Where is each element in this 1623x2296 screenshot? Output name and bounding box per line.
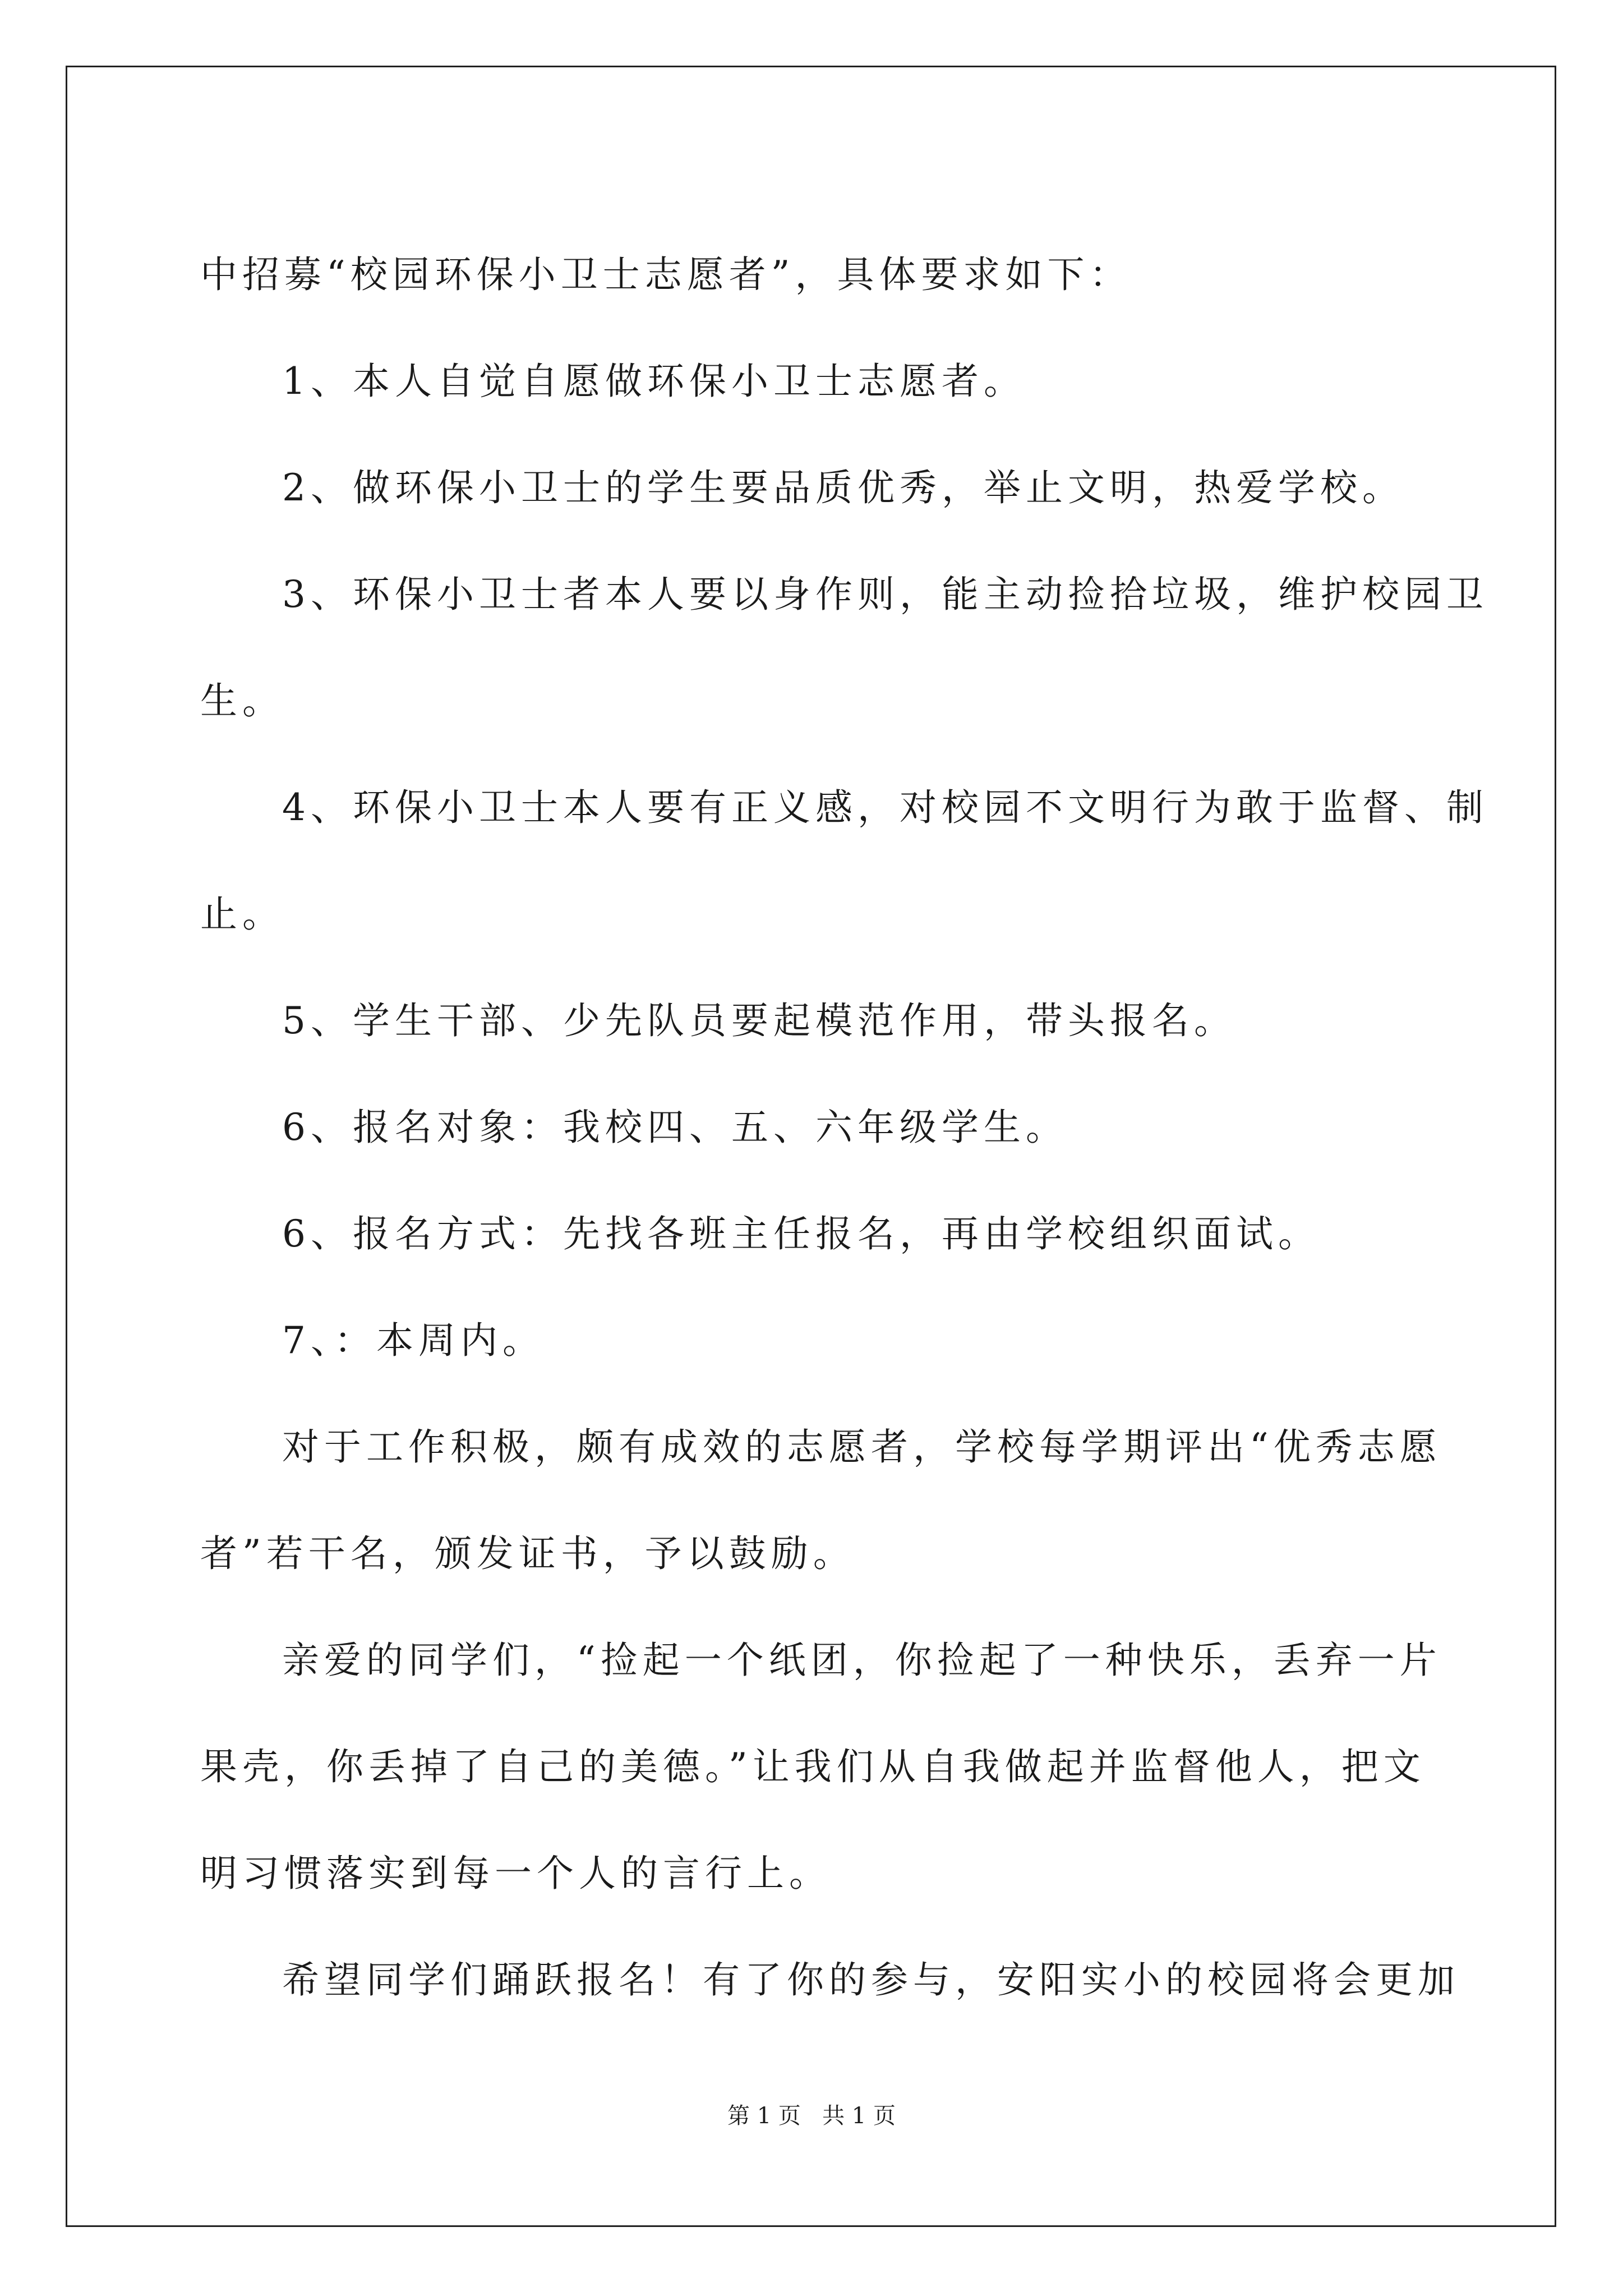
document-body <box>200 222 1488 2033</box>
closing-paragraph: 希望同学们踊跃报名！有了你的参与，安阳实小的校园将会更加 <box>282 1958 1460 2001</box>
list-item-4-continued: 止。 <box>200 892 284 936</box>
appeal-paragraph-line-3: 明习惯落实到每一个人的言行上。 <box>200 1852 831 1895</box>
list-item-2: 2、做环保小卫士的学生要品质优秀，举止文明，热爱学校。 <box>282 466 1404 509</box>
page-number-footer: 第 1 页 共 1 页 <box>727 2103 896 2129</box>
list-item-1: 1、本人自觉自愿做环保小卫士志愿者。 <box>282 360 1026 403</box>
list-item-7: 7、：本周内。 <box>282 1319 545 1362</box>
list-item-3-continued: 生。 <box>200 679 284 723</box>
appeal-paragraph: 亲爱的同学们，“捡起一个纸团，你捡起了一种快乐，丢弃一片 <box>282 1639 1442 1682</box>
reward-paragraph: 对于工作积极，颇有成效的志愿者，学校每学期评出“优秀志愿 <box>282 1425 1442 1469</box>
reward-paragraph-continued: 者”若干名，颁发证书，予以鼓励。 <box>200 1532 855 1575</box>
list-item-4: 4、环保小卫士本人要有正义感，对校园不文明行为敢于监督、制 <box>282 786 1488 829</box>
list-item-5: 5、学生干部、少先队员要起模范作用，带头报名。 <box>282 999 1236 1042</box>
appeal-paragraph-line-2: 果壳，你丢掉了自己的美德。”让我们从自我做起并监督他人，把文 <box>200 1745 1426 1788</box>
list-item-6-method: 6、报名方式：先找各班主任报名，再由学校组织面试。 <box>282 1212 1320 1255</box>
text-line: 中招募“校园环保小卫士志愿者”，具体要求如下： <box>200 253 1132 296</box>
list-item-3: 3、环保小卫士者本人要以身作则，能主动捡拾垃圾，维护校园卫 <box>282 573 1488 616</box>
list-item-6-target: 6、报名对象：我校四、五、六年级学生。 <box>282 1106 1068 1149</box>
